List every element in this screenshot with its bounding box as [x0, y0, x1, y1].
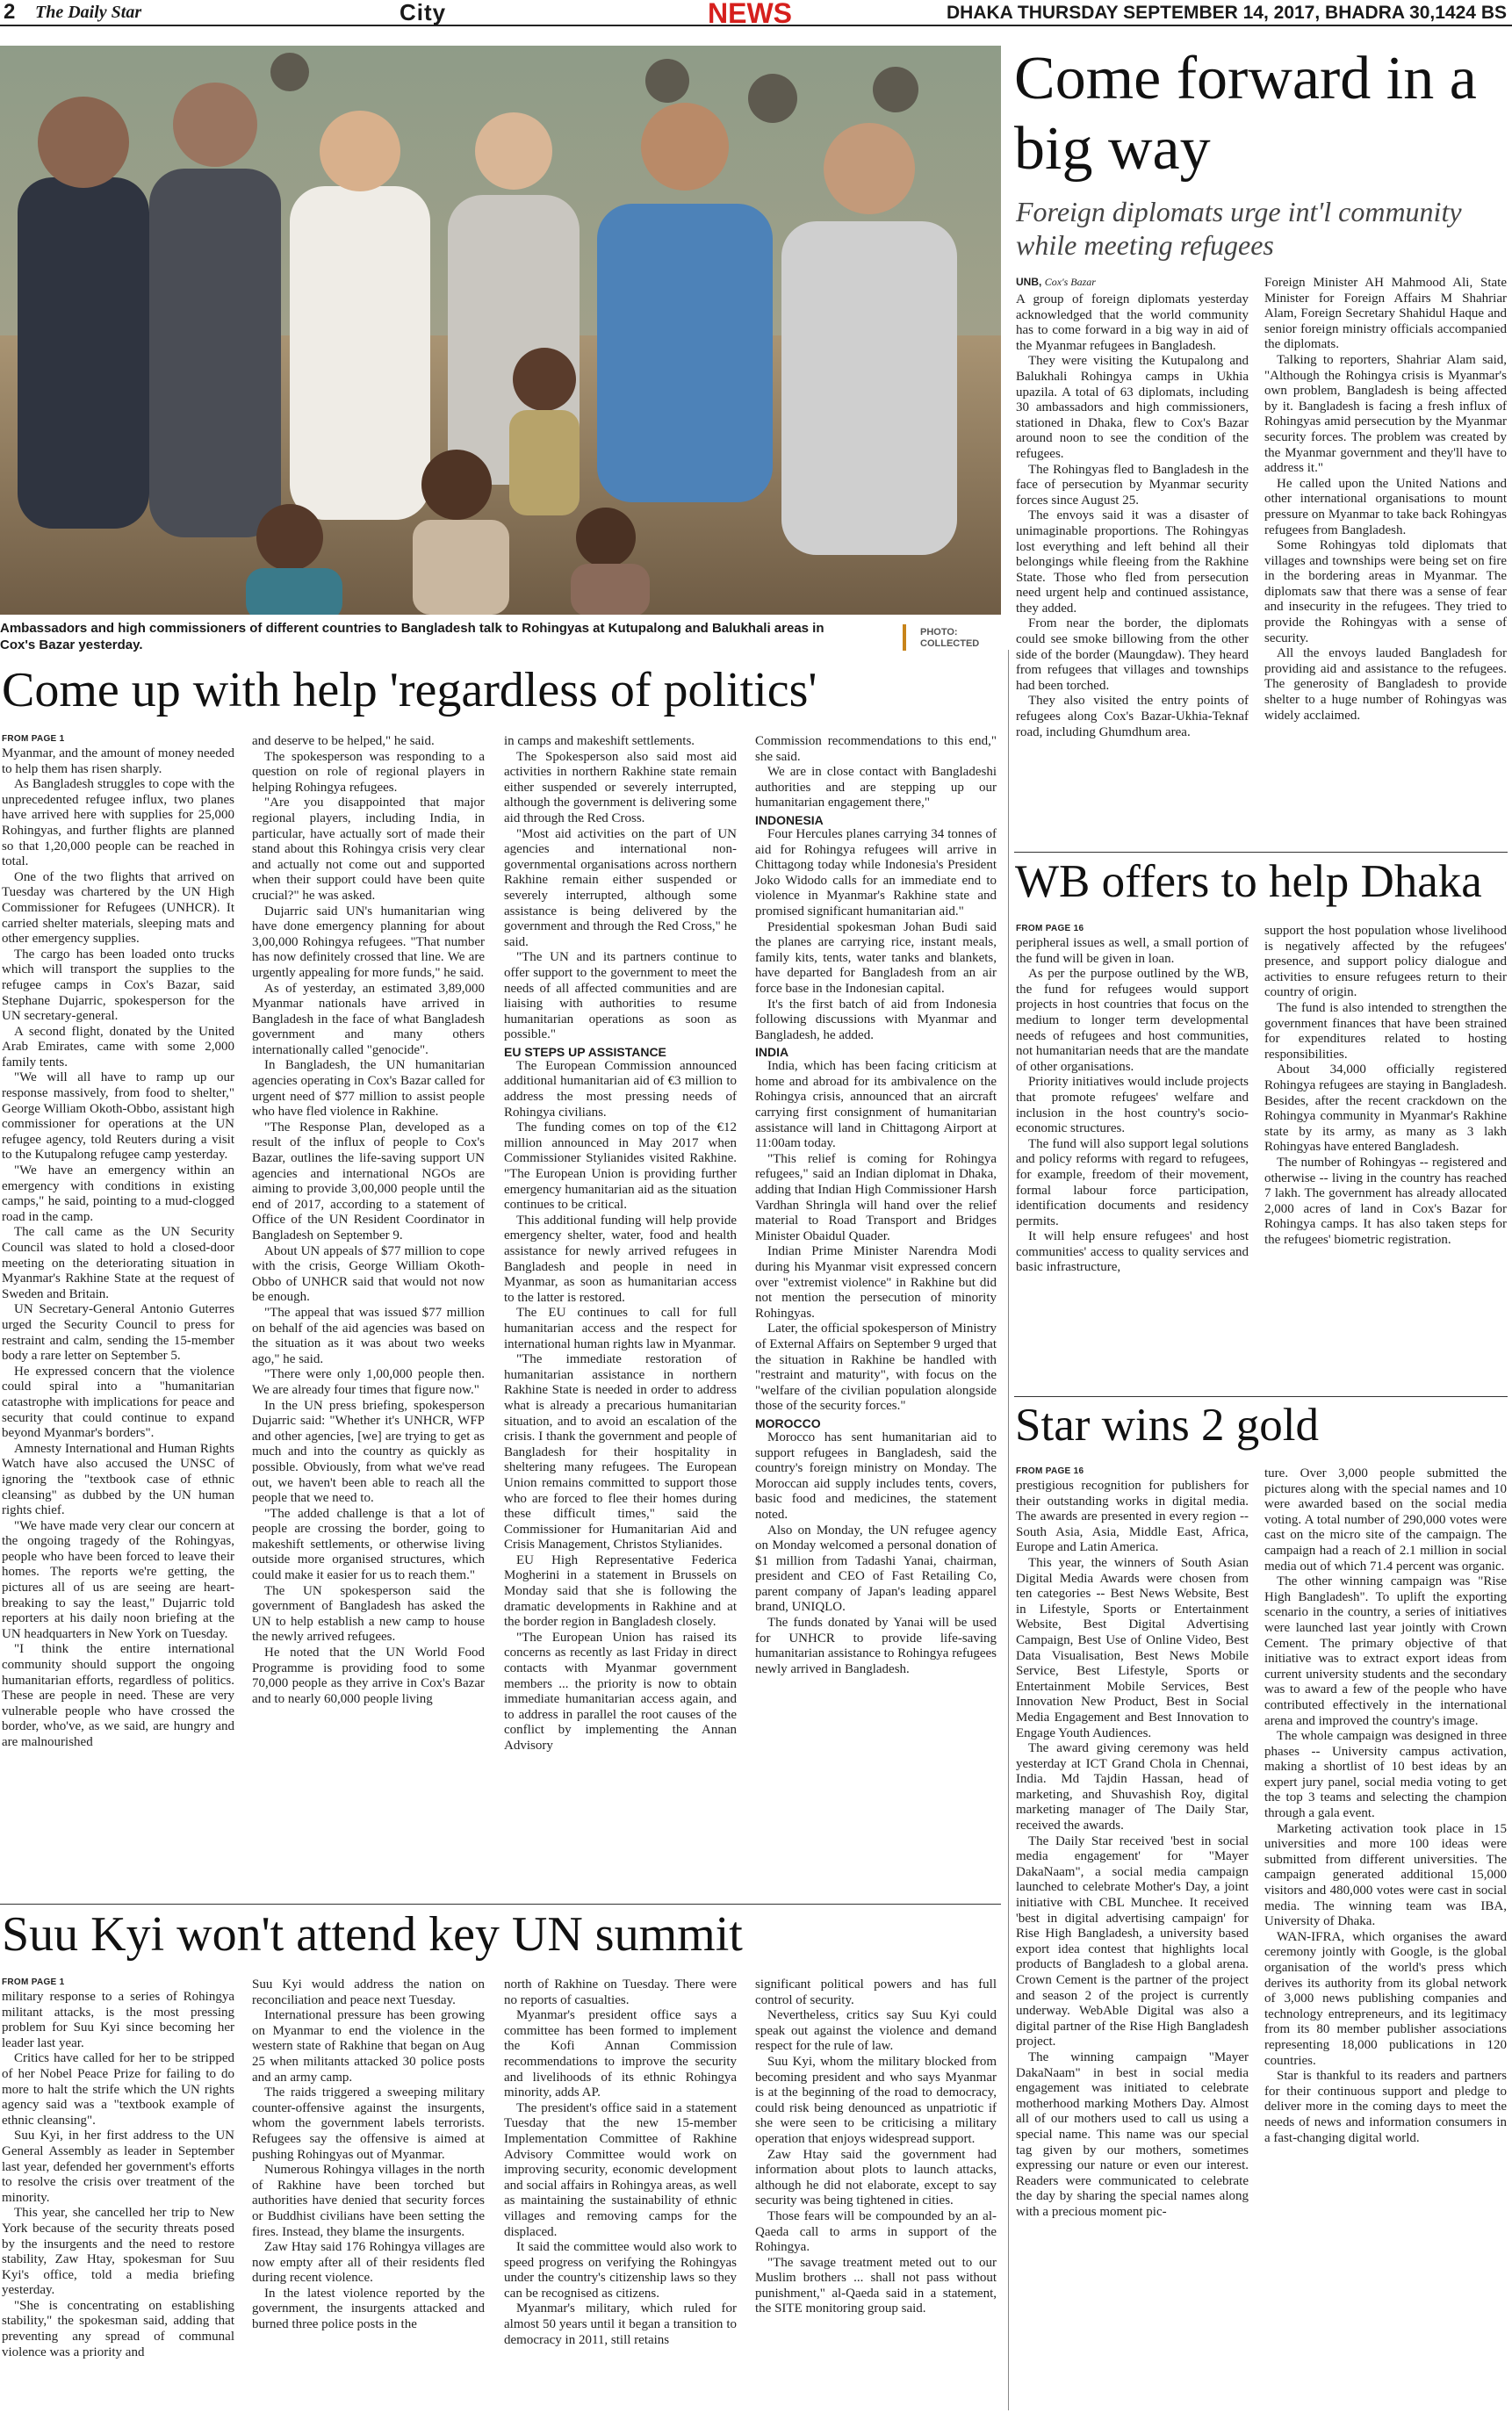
paragraph: The Rohingyas fled to Bangladesh in the face of persecution by Myanmar security forces since August 25.: [1016, 462, 1249, 508]
wb-column-2: [1264, 924, 1507, 1389]
paragraph: "She is concentrating on establishing stability," the spokesman said, adding that preventing any spread of communal violence was a priority and: [2, 2298, 234, 2359]
paragraph: A group of foreign diplomats yesterday acknowledged that the world community has to come forward in a big way in aid of the Myanmar refugees in Bangladesh.: [1016, 292, 1249, 353]
paragraph: International pressure has been growing on Myanmar to end the violence in the western state of Rakhine that began on Aug 25 when militants attacked 30 police posts and an army camp.: [252, 2008, 485, 2085]
credit-accent: [903, 624, 906, 651]
paragraph: They were visiting the Kutupalong and Balukhali Rohingya camps in Ukhia upazila. A total of 63 diplomats, including 30 ambassadors and high commissioners, stationed in Dhaka, flew to Cox's Bazar around noon to see the condition of the refugees.: [1016, 354, 1249, 461]
suu-column-1: [2, 1977, 234, 2411]
paragraph: The EU continues to call for full humanitarian access and the respect for international human rights law in Myanmar.: [504, 1306, 737, 1351]
paragraph: Those fears will be compounded by an al-Qaeda call to arms in support of the Rohingya.: [755, 2208, 997, 2255]
star-column-2: [1264, 1466, 1507, 2410]
subhead-indonesia: INDONESIA: [755, 812, 824, 827]
paragraph: "We have an emergency within an emergency with conditions in existing camps," he said, pointing to a mud-clogged road in the camp.: [2, 1163, 234, 1224]
paragraph: Suu Kyi, in her first address to the UN General Assembly as leader in September last year, defended her government's efforts to resolve the crisis over treatment of the minority.: [2, 2128, 234, 2205]
folio-bar: [0, 0, 1512, 29]
jump-line: FROM PAGE 16: [1016, 1466, 1084, 1476]
paragraph: The other winning campaign was "Rise High Bangladesh". To uplift the exporting scenario in the country, a series of initiatives were launched last year jointly with Crown Cement. The primary objective of that initiative was to extract export ideas from current university students and the secondary was to award a few of the people who have contributed effectively in the international arena and improved the country's image.: [1264, 1574, 1507, 1728]
paragraph: "There were only 1,00,000 people then. We are already four times that figure now.": [252, 1367, 485, 1397]
paragraph: UN Secretary-General Antonio Guterres urged the Security Council to press for restraint and calm, sending the 15-member body a rare letter on September 5.: [2, 1302, 234, 1364]
paragraph: peripheral issues as well, a small portion of the fund will be given in loan.: [1016, 936, 1249, 966]
paragraph: Some Rohingyas told diplomats that villages and townships were being set on fire in the bordering areas in Myanmar. The diplomats saw that there was a sense of fear and insecurity in the refugees. They tried to provide the Rohingyas with a sense of security.: [1264, 538, 1507, 645]
subhead-morocco: MOROCCO: [755, 1415, 821, 1430]
paragraph: in camps and makeshift settlements.: [504, 734, 695, 748]
subhead-india: INDIA: [755, 1045, 789, 1060]
come-column-2: [252, 734, 485, 1902]
paragraph: He expressed concern that the violence could spiral into a "humanitarian catastrophe with implications for peace and security that could continue to expand beyond Myanmar's borders".: [2, 1364, 234, 1441]
jump-line: FROM PAGE 1: [2, 734, 65, 744]
paragraph: military response to a series of Rohingya militant attacks, is the most pressing problem for Suu Kyi since becoming her leader last year.: [2, 1990, 234, 2050]
paragraph: Later, the official spokesperson of Ministry of External Affairs on September 9 urged that the situation in Rakhine be handled with "restraint and maturity", with focus on the "welfare of the civilian population alongside those of the security forces.": [755, 1322, 997, 1414]
paragraph: The winning campaign "Mayer DakaNaam" in best in social media engagement was initiated to celebrate motherhood marking Mothers Day. Almost all of our mothers used to call us using a special name. This name was our special tag given by our mothers, sometimes expressing our nature or even our interest. Readers were communicated to celebrate the day by sharing the special names along with a precious moment pic-: [1016, 2049, 1249, 2219]
subhead-eu: EU STEPS UP ASSISTANCE: [504, 1044, 666, 1059]
paragraph: This additional funding will help provide emergency shelter, water, food and health assistance for newly arrived refugees in Bangladesh and people in need in Myanmar, as soon as humanitarian access to the latter is restored.: [504, 1213, 737, 1305]
paragraph: "The immediate restoration of humanitarian assistance in northern Rakhine State is needed in order to address what is already a precarious humanitarian situation, and to avoid an escalation of the crisis. I thank the government and people of Bangladesh for their hospitality in sheltering many refugees. The European Union remains committed to support those who are forced to flee their homes during these difficult times," said the Commissioner for Humanitarian Aid and Crisis Management, Christos Stylianides.: [504, 1352, 737, 1552]
lead-column-1: [1016, 276, 1249, 846]
paragraph: As Bangladesh struggles to cope with the unprecedented refugee influx, two planes have arrived here with supplies for 25,000 Rohingyas, and further flights are planned so that 1,20,000 people can be reached in total.: [2, 777, 234, 869]
paragraph: "I think the entire international community should support the ongoing humanitarian efforts, regardless of politics. These are people in need. These are very vulnerable people who have crossed the border, who've, as we said, are hungry and are malnourished: [2, 1642, 234, 1749]
star-column-1: [1016, 1466, 1249, 2410]
byline: UNB, Cox's Bazar: [1016, 276, 1096, 288]
paragraph: In the latest violence reported by the government, the insurgents attacked and burned three police posts in the: [252, 2286, 485, 2332]
paragraph: Suu Kyi, whom the military blocked from becoming president and who says Myanmar is at the beginning of the road to democracy, could risk being denounced as unpatriotic if she were seen to be criticising a military operation that enjoys widespread support.: [755, 2054, 997, 2146]
paragraph: WAN-IFRA, which organises the award ceremony jointly with Google, is the global organisation of the world's press which derives its authority from its global network of 3,000 news publishing companies and technology entrepreneurs, and its legitimacy from its 80 member publisher associations representing 18,000 publications in 120 countries.: [1264, 1929, 1507, 2068]
paragraph: Dujarric said UN's humanitarian wing have done emergency planning for about 3,00,000 Rohingya refugees. "That number has now definitely crossed that line. We are urgently appealing for more funds," he said.: [252, 904, 485, 980]
paragraph: This year, the winners of South Asian Digital Media Awards were chosen from ten categories -- Best News Website, Best in Lifestyle, Sports or Entertainment Website, Best Digital Advertising Campaign, Best Use of Online Video, Best Data Visualisation, Best News Mobile Service, Best Lifestyle, Sports or Entertainment Mobile Services, Best Innovation New Product, Best in Social Media Engagement and Best Innovation to Engage Youth Audiences.: [1016, 1555, 1249, 1740]
lead-deck: Foreign diplomats urge int'l community while meeting refugees: [1016, 196, 1462, 261]
paragraph: Presidential spokesman Johan Budi said the planes are carrying rice, instant meals, family kits, tents, water tanks and blankets, have departed for Bangladesh from an air force base in the Indonesian capital.: [755, 919, 997, 996]
lead-photo: [0, 46, 1001, 615]
paragraph: Morocco has sent humanitarian aid to support refugees in Bangladesh, said the country's foreign ministry on Monday. The Moroccan aid supply includes tents, covers, basic food and medicines, the statement noted.: [755, 1430, 997, 1522]
suu-column-2: [252, 1977, 485, 2411]
paragraph: Numerous Rohingya villages in the north of Rakhine have been torched but authorities have denied that security forces or Buddhist civilians have been setting the fires. Instead, they blame the insurgents.: [252, 2163, 485, 2239]
paragraph: Four Hercules planes carrying 34 tonnes of aid for Rohingya refugees will arrive in Chittagong today while Indonesia's President Joko Widodo calls for an immediate end to violence in Myanmar's Rakhine state and promised significant humanitarian aid.": [755, 826, 997, 918]
paragraph: As per the purpose outlined by the WB, the fund for refugees would support projects in host countries that focus on the medium to longer term developmental needs of refugees and host communities, not humanitarian needs that are the mandate of other organisations.: [1016, 967, 1249, 1074]
paragraph: All the envoys lauded Bangladesh for providing aid and assistance to the refugees. The generosity of Bangladesh to provide shelter to a huge number of Rohingyas was widely acclaimed.: [1264, 646, 1507, 723]
paragraph: It said the committee would also work to speed progress on verifying the Rohingyas under the country's citizenship laws so they can be recognised as citizens.: [504, 2240, 737, 2301]
paragraph: About 34,000 officially registered Rohingya refugees are staying in Bangladesh. Besides, after the recent crackdown on the Rohingya community in Myanmar's Rakhine state by its army, as many as 3 lakh Rohingyas have entered Bangladesh.: [1264, 1062, 1507, 1155]
paragraph: "Are you disappointed that major regional players, including India, in particular, have actually sort of made their stand about this Rohingya crisis very clear and actually not come out and supported when their support could have been quite crucial?" he was asked.: [252, 796, 485, 903]
come-column-3: [504, 734, 737, 1902]
rail-divider: [1008, 650, 1009, 2410]
paragraph: "The savage treatment meted out to our Muslim brothers ... shall not pass without punishment," al-Qaeda said in a statement, the SITE monitoring group said.: [755, 2255, 997, 2316]
paragraph: Indian Prime Minister Narendra Modi during his Myanmar visit expressed concern over "extremist violence" in Rakhine but did not mention the persecution of minority Rohingyas.: [755, 1244, 997, 1321]
paragraph: The fund is also intended to strengthen the government finances that have been strained for expenditures related to hosting responsibilities.: [1264, 1000, 1507, 1062]
paragraph: Zaw Htay said the government had information about plots to launch attacks, although he did not elaborate, except to say security was being tightened in cities.: [755, 2147, 997, 2208]
lead-headline: Come forward in a big way: [1014, 45, 1477, 183]
paragraph: The number of Rohingyas -- registered and otherwise -- living in the country has reached 7 lakh. The government has already allocated 2,000 acres of land in Cox's Bazar for Rohingya camps. It has also taken steps for the refugees' biometric registration.: [1264, 1155, 1507, 1247]
paragraph: Foreign Minister AH Mahmood Ali, State Minister for Foreign Affairs M Shahriar Alam, Foreign Secretary Shahidul Haque and senior foreign ministry officials accompanied the diplomats.: [1264, 276, 1507, 352]
paragraph: Myanmar's president office says a committee has been formed to implement the Kofi Annan Commission recommendations to improve the security and livelihoods of its ethnic Rohingya minority, adds AP.: [504, 2008, 737, 2100]
come-headline: Come up with help 'regardless of politics': [2, 663, 817, 717]
paragraph: The European Commission announced additional humanitarian aid of €3 million to address the most pressing needs of Rohingya civilians.: [504, 1058, 737, 1120]
paragraph: Suu Kyi would address the nation on reconciliation and peace next Tuesday.: [252, 1977, 485, 2007]
paragraph: The award giving ceremony was held yesterday at ICT Grand Chola in Chennai, India. Md Tajdin Hassan, head of marketing, and Shuvashish Roy, digital marketing manager of The Daily Star, received the awards.: [1016, 1741, 1249, 1833]
jump-line: FROM PAGE 16: [1016, 924, 1084, 933]
paragraph: significant political powers and has full control of security.: [755, 1977, 997, 2007]
paragraph: About UN appeals of $77 million to cope with the crisis, George William Okoth-Obbo of UNHCR said that would not now be enough.: [252, 1243, 485, 1305]
paragraph: "We will all have to ramp up our response massively, from food to shelter," George William Okoth-Obbo, assistant high commissioner for operations at the UN refugee agency, told Reuters during a visit to the Kutupalong refugee camp yesterday.: [2, 1070, 234, 1163]
paragraph: and deserve to be helped," he said.: [252, 734, 435, 748]
paragraph: This year, she cancelled her trip to New York because of the security threats posed by the insurgents and the need to restore stability, Zaw Htay, spokesman for Suu Kyi's office, told a media briefing yesterday.: [2, 2206, 234, 2298]
wb-headline: WB offers to help Dhaka: [1015, 856, 1482, 907]
paragraph: EU High Representative Federica Mogherini in a statement in Brussels on Monday said that she is following the dramatic developments in Rakhine and at the border region in Bangladesh closely.: [504, 1552, 737, 1630]
paragraph: A second flight, donated by the United Arab Emirates, came with some 2,000 family tents.: [2, 1024, 234, 1070]
paragraph: ture. Over 3,000 people submitted the pictures along with the special names and 10 were awarded based on the social media voting. A total number of 290,000 votes were cast on the micro site of the campaign. The campaign had a reach of 2.1 million in social media out of which 71.4 percent was organic.: [1264, 1466, 1507, 1574]
paragraph: As of yesterday, an estimated 3,89,000 Myanmar nationals have arrived in Bangladesh in the face of what Bangladesh government and many others internationally called "genocide".: [252, 981, 485, 1057]
suu-column-4: [755, 1977, 997, 2411]
paragraph: Talking to reporters, Shahriar Alam said, "Although the Rohingya crisis is Myanmar's own problem, Bangladesh is being affected by it. Bangladesh is facing a fresh influx of Rohingyas amid persecution by the Myanmar security forces. The problem was created by the Myanmar government and they'll have to address it.": [1264, 352, 1507, 476]
paragraph: One of the two flights that arrived on Tuesday was chartered by the UN High Commissioner for Refugees (UNHCR). It carried shelter materials, sleeping mats and other emergency supplies.: [2, 869, 234, 947]
jump-line: FROM PAGE 1: [2, 1977, 65, 1987]
paragraph: "The UN and its partners continue to offer support to the government to meet the needs of all affected communities and are liaising with authorities to resume humanitarian operations as soon as possible.": [504, 950, 737, 1042]
paragraph: We are in close contact with Bangladeshi authorities and are stepping up our humanitarian engagement there,": [755, 765, 997, 810]
paragraph: They also visited the entry points of refugees along Cox's Bazar-Ukhia-Teknaf road, including Ghumdhum area.: [1016, 694, 1249, 739]
paragraph: "We have made very clear our concern at the ongoing tragedy of the Rohingyas, people who have been forced to leave their homes. The reports we're getting, the pictures all of us are seeing are heart-breaking to say the least," Dujarric told reporters at his daily noon briefing at the UN headquarters in New York on Tuesday.: [2, 1518, 234, 1641]
paragraph: The fund will also support legal solutions and policy reforms with regard to refugees, for example, freedom of their movement, formal labour force participation, identification documents and residency permits.: [1016, 1136, 1249, 1228]
lead-column-2: [1264, 276, 1507, 846]
paragraph: Commission recommendations to this end," she said.: [755, 734, 997, 764]
paragraph: Zaw Htay said 176 Rohingya villages are now empty after all of their residents fled during recent violence.: [252, 2240, 485, 2286]
paragraph: Amnesty International and Human Rights Watch have also accused the UNSC of ignoring the "textbook case of ethnic cleansing" as dubbed by the UN human rights chief.: [2, 1441, 234, 1518]
paragraph: He called upon the United Nations and other international organisations to mount pressure on Myanmar to take back Rohingyas refugees from Bangladesh.: [1264, 476, 1507, 537]
paragraph: The call came as the UN Security Council was slated to hold a closed-door meeting on the deteriorating situation in Myanmar's Rakhine State at the request of Sweden and Britain.: [2, 1225, 234, 1301]
paragraph: prestigious recognition for publishers for their outstanding works in digital media. The awards are presented in every region -- South Asia, Asia, Middle East, Africa, Europe and Latin America.: [1016, 1479, 1249, 1555]
paragraph: It's the first batch of aid from Indonesia following discussions with Myanmar and Bangladesh, he added.: [755, 997, 997, 1042]
paragraph: The Spokesperson also said most aid activities in northern Rakhine state remain either suspended or severely interrupted, although the government is delivering some aid through the Red Cross.: [504, 749, 737, 825]
paragraph: "The European Union has raised its concerns as recently as last Friday in direct contacts with Myanmar government members ... the priority is now to obtain immediate humanitarian access again, and to address in parallel the root causes of the conflict by implementing the Annan Advisory: [504, 1630, 737, 1753]
paragraph: The spokesperson was responding to a question on role of regional players in helping Rohingya refugees.: [252, 749, 485, 795]
paragraph: The envoys said it was a disaster of unimaginable proportions. The Rohingyas lost everything and left behind all their belongings while fleeing from the Rakhine State. Those who fled from persecution need urgent help and continued assistance, they added.: [1016, 508, 1249, 616]
photo-credit: PHOTO: COLLECTED: [920, 627, 980, 649]
paragraph: The raids triggered a sweeping military counter-offensive against the insurgents, whom the government labels terrorists. Refugees say the offensive is aimed at pushing Rohingyas out of Myanmar.: [252, 2085, 485, 2162]
paragraph: The whole campaign was designed in three phases -- University campus activation, making a shortlist of 10 best ideas by an expert jury panel, social media voting to get the top 3 teams and selecting the champion through a gala event.: [1264, 1729, 1507, 1821]
paragraph: The president's office said in a statement Tuesday that the new 15-member Implementation Committee of Rakhine Advisory Committee would work on improving security, economic development and social affairs in Rohingya areas, as well as maintaining the sustainability of ethnic villages and removing camps for the displaced.: [504, 2100, 737, 2239]
paragraph: Priority initiatives would include projects that promote refugees' welfare and inclusion in the host country's socio-economic structures.: [1016, 1075, 1249, 1136]
come-column-1: [2, 734, 234, 1902]
paragraph: From near the border, the diplomats could see smoke billowing from the other side of the border (Maungdaw). They heard from refugees that villages and townships had been torched.: [1016, 616, 1249, 693]
paragraph: The funds donated by Yanai will be used for UNHCR to provide life-saving humanitarian assistance to Rohingya refugees newly arrived in Bangladesh.: [755, 1616, 997, 1676]
paragraph: In the UN press briefing, spokesperson Dujarric said: "Whether it's UNHCR, WFP and other agencies, [we] are trying to get as much and into the country as quickly as possible. Obviously, from what we've read out, we haven't been able to reach all the people that we need to.: [252, 1398, 485, 1506]
paragraph: "Most aid activities on the part of UN agencies and international non-governmental organisations across northern Rakhine remain either suspended or severely interrupted, although some assistance is being delivered by the government and through the Red Cross," he said.: [504, 826, 737, 949]
suu-column-3: [504, 1977, 737, 2411]
paragraph: Also on Monday, the UN refugee agency on Monday welcomed a personal donation of $1 million from Tadashi Yanai, chairman, president and CEO of Fast Retailing Co, parent company of Japan's leading apparel brand, UNIQLO.: [755, 1523, 997, 1615]
paragraph: Star is thankful to its readers and partners for their continuous support and pledge to deliver more in the coming days to meet the needs of news and information consumers in a fast-changing digital world.: [1264, 2069, 1507, 2145]
paragraph: Marketing activation took place in 15 universities and more 100 ideas were submitted from different universities. The campaign generated additional 15,000 visitors and 480,000 votes were cast in social media. The winning team was IBA, University of Dhaka.: [1264, 1821, 1507, 1929]
paragraph: Myanmar, and the amount of money needed to help them has risen sharply.: [2, 746, 234, 776]
section-name: City: [400, 0, 447, 25]
paragraph: Critics have called for her to be stripped of her Nobel Peace Prize for failing to do more to halt the strife which the UN rights agency said was a "textbook example of ethnic cleansing".: [2, 2051, 234, 2128]
category-label: NEWS: [708, 0, 792, 29]
paragraph: "The appeal that was issued $77 million on behalf of the aid agencies was based on the situation as it was about two weeks ago," he said.: [252, 1305, 485, 1366]
paragraph: "The added challenge is that a lot of people are crossing the border, going to makeshift settlements, or otherwise living outside more organised structures, which could make it easier for us to reach them.": [252, 1506, 485, 1583]
paragraph: north of Rakhine on Tuesday. There were no reports of casualties.: [504, 1977, 737, 2007]
paragraph: "This relief is coming for Rohingya refugees," said an Indian diplomat in Dhaka, adding that Indian High Commissioner Harsh Vardhan Shringla will hand over the relief material to Road Transport and Bridges Minister Obaidul Quader.: [755, 1151, 997, 1243]
wb-column-1: [1016, 924, 1249, 1389]
dateline: DHAKA THURSDAY SEPTEMBER 14, 2017, BHADRA 30,1424 BS: [947, 3, 1507, 23]
paragraph: Myanmar's military, which ruled for almost 50 years until it began a transition to democracy in 2011, still retains: [504, 2301, 737, 2347]
paragraph: It will help ensure refugees' and host communities' access to quality services and basic infrastructure,: [1016, 1229, 1249, 1275]
star-headline: Star wins 2 gold: [1015, 1400, 1319, 1451]
paragraph: The funding comes on top of the €12 million announced in May 2017 when Commissioner Stylianides visited Rakhine. "The European Union is providing further emergency humanitarian aid as the situation continues to be critical.: [504, 1120, 737, 1213]
come-column-4: [755, 734, 997, 1902]
suu-headline: Suu Kyi won't attend key UN summit: [2, 1907, 743, 1962]
paragraph: He noted that the UN World Food Programme is providing food to some 70,000 people as they arrive in Cox's Bazar and to nearly 60,000 people living: [252, 1646, 485, 1706]
paragraph: In Bangladesh, the UN humanitarian agencies operating in Cox's Bazar called for urgent need of $77 million to assist people who have fled violence in Rakhine.: [252, 1058, 485, 1120]
wb-top-rule: [1014, 852, 1508, 853]
paragraph: "The Response Plan, developed as a result of the influx of people to Cox's Bazar, outlines the life-saving support UN agencies and international NGOs are aiming to provide 3,00,000 people until the end of 2017, according to a statement of Office of the UN Resident Coordinator in Bangladesh on September 9.: [252, 1120, 485, 1243]
photo-caption: Ambassadors and high commissioners of different countries to Bangladesh talk to Rohingyas at Kutupalong and Balukhali areas in Cox's Bazar yesterday.: [0, 621, 824, 652]
paragraph: The cargo has been loaded onto trucks which will transport the supplies to the refugee camps in Cox's Bazar, said Stephane Dujarric, spokesperson for the UN secretary-general.: [2, 947, 234, 1024]
paragraph: Nevertheless, critics say Suu Kyi could speak out against the violence and demand respect for the rule of law.: [755, 2008, 997, 2054]
page-number: 2: [4, 0, 16, 24]
brand-logo: The Daily Star: [35, 3, 142, 22]
suu-top-rule: [0, 1904, 1001, 1905]
paragraph: The Daily Star received 'best in social media engagement' for "Mayer DakaNaam", a social media campaign launched to celebrate Mother's Day, a joint initiative with CBL Munchee. It received 'best in digital advertising campaign' for Rise High Bangladesh, a university based export idea contest that highlights local products of Bangladesh to a global arena. Crown Cement is the partner of the project and season 2 of the project is currently underway. WebAble Digital was also a digital partner of the Rise High Bangladesh project.: [1016, 1833, 1249, 2049]
paragraph: support the host population whose livelihood is negatively affected by the refugees' presence, and support policy dialogue and activities to ensure refugees return to their country of origin.: [1264, 924, 1507, 1000]
paragraph: The UN spokesperson said the government of Bangladesh has asked the UN to help establish a new camp to house the newly arrived refugees.: [252, 1583, 485, 1645]
star-top-rule: [1014, 1396, 1508, 1397]
paragraph: India, which has been facing criticism at home and abroad for its ambivalence on the Rohingya crisis, announced that an aircraft carrying first consignment of humanitarian assistance will land in Chittagong Airport at 11:00am today.: [755, 1059, 997, 1151]
